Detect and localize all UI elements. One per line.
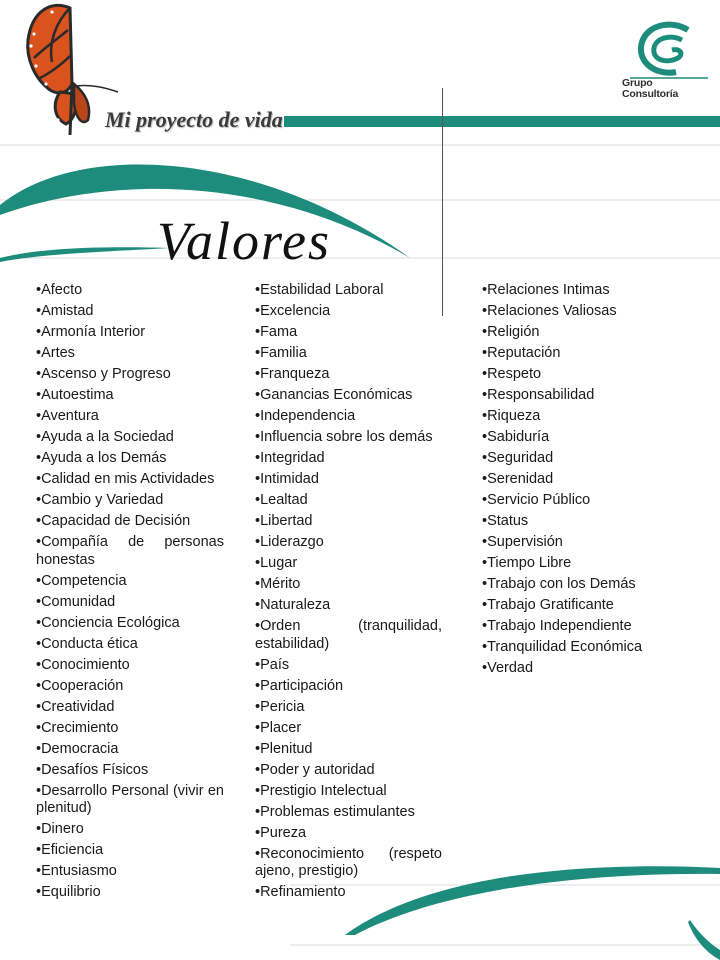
value-item: • Status (482, 513, 667, 531)
value-item: • Ganancias Económicas (255, 387, 442, 405)
values-column-1 (36, 282, 224, 905)
value-item: • Familia (255, 345, 442, 363)
value-item: • Responsabilidad (482, 387, 667, 405)
value-item: • Entusiasmo (36, 863, 224, 881)
value-item: • Sabiduría (482, 429, 667, 447)
value-item: • Libertad (255, 513, 442, 531)
value-item: • Compañía de personas honestas (36, 534, 224, 569)
value-item: • Comunidad (36, 594, 224, 612)
value-item: • Refinamiento (255, 884, 442, 902)
value-item: • Integridad (255, 450, 442, 468)
value-item: • Riqueza (482, 408, 667, 426)
value-item: • Crecimiento (36, 720, 224, 738)
value-item: • Mérito (255, 576, 442, 594)
value-item: • Prestigio Intelectual (255, 783, 442, 801)
value-item: • Capacidad de Decisión (36, 513, 224, 531)
value-item: • Reconocimiento (respeto ajeno, prestigio) (255, 846, 442, 881)
page-subtitle: Mi proyecto de vida (105, 107, 283, 132)
value-item: • Estabilidad Laboral (255, 282, 442, 300)
value-item: • Franqueza (255, 366, 442, 384)
value-item: • Conocimiento (36, 657, 224, 675)
value-item: • Conducta ética (36, 636, 224, 654)
value-item: • Supervisión (482, 534, 667, 552)
value-item: • Ayuda a la Sociedad (36, 429, 224, 447)
value-item: • Ascenso y Progreso (36, 366, 224, 384)
value-item: • Lealtad (255, 492, 442, 510)
value-item: • Reputación (482, 345, 667, 363)
page-title: Valores (157, 211, 331, 271)
value-item: • Trabajo Independiente (482, 618, 667, 636)
value-item: • Tiempo Libre (482, 555, 667, 573)
values-column-2 (255, 282, 442, 905)
value-item: • Calidad en mis Actividades (36, 471, 224, 489)
value-item: • Serenidad (482, 471, 667, 489)
value-item: • Artes (36, 345, 224, 363)
value-item: • Pureza (255, 825, 442, 843)
value-item: • Religión (482, 324, 667, 342)
value-item: • Excelencia (255, 303, 442, 321)
value-item: • Naturaleza (255, 597, 442, 615)
value-item: • Autoestima (36, 387, 224, 405)
value-item: • Pericia (255, 699, 442, 717)
value-item: • Fama (255, 324, 442, 342)
value-item: • Aventura (36, 408, 224, 426)
value-item: • Amistad (36, 303, 224, 321)
divider-line (442, 88, 443, 316)
value-item: • Verdad (482, 660, 667, 678)
value-item: • Orden (tranquilidad, estabilidad) (255, 618, 442, 653)
value-item: • Eficiencia (36, 842, 224, 860)
value-item: • Poder y autoridad (255, 762, 442, 780)
value-item: • Placer (255, 720, 442, 738)
value-item: • Competencia (36, 573, 224, 591)
value-item: • Democracia (36, 741, 224, 759)
value-item: • Desafíos Físicos (36, 762, 224, 780)
value-item: • Seguridad (482, 450, 667, 468)
value-item: • Equilibrio (36, 884, 224, 902)
value-item: • Cooperación (36, 678, 224, 696)
value-item: • Armonía Interior (36, 324, 224, 342)
value-item: • Influencia sobre los demás (255, 429, 442, 447)
value-item: • Lugar (255, 555, 442, 573)
value-item: • Participación (255, 678, 442, 696)
value-item: • Problemas estimulantes (255, 804, 442, 822)
value-item: • Relaciones Valiosas (482, 303, 667, 321)
value-item: • Tranquilidad Económica (482, 639, 667, 657)
value-item: • Dinero (36, 821, 224, 839)
value-item: • Respeto (482, 366, 667, 384)
value-item: • Intimidad (255, 471, 442, 489)
value-item: • Trabajo con los Demás (482, 576, 667, 594)
values-column-3 (482, 282, 667, 681)
value-item: • Servicio Público (482, 492, 667, 510)
value-item: • Desarrollo Personal (vivir en plenitud) (36, 783, 224, 818)
value-item: • Trabajo Gratificante (482, 597, 667, 615)
value-item: • Creatividad (36, 699, 224, 717)
value-item: • Conciencia Ecológica (36, 615, 224, 633)
company-logo-text: Grupo Consultoría (622, 77, 679, 100)
value-item: • Relaciones Intimas (482, 282, 667, 300)
value-item: • Independencia (255, 408, 442, 426)
value-item: • Plenitud (255, 741, 442, 759)
value-item: • Cambio y Variedad (36, 492, 224, 510)
value-item: • Liderazgo (255, 534, 442, 552)
value-item: • Ayuda a los Demás (36, 450, 224, 468)
value-item: • País (255, 657, 442, 675)
value-item: • Afecto (36, 282, 224, 300)
